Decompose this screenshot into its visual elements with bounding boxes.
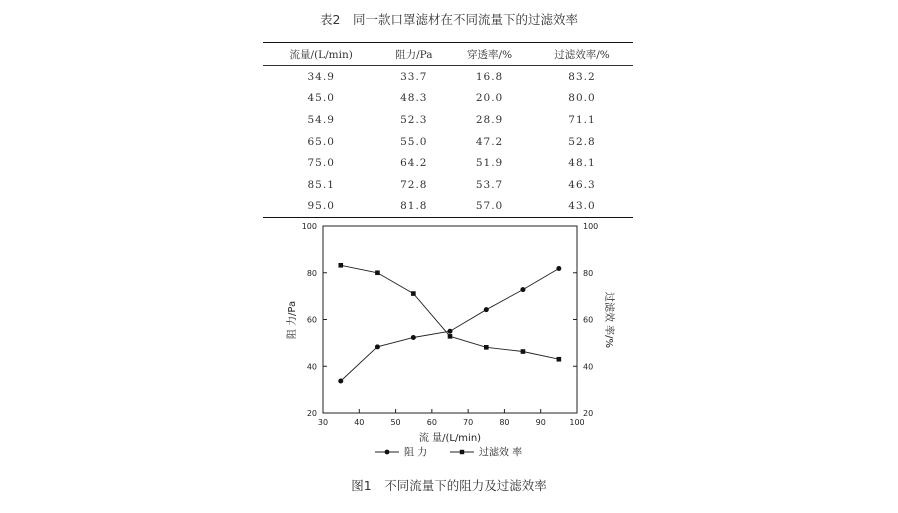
cell-resistance: 81.8 — [400, 200, 428, 213]
cell-flow: 34.9 — [307, 70, 335, 83]
x-tick-label: 50 — [390, 418, 401, 427]
cell-efficiency: 52.8 — [568, 135, 596, 148]
point-resistance — [448, 329, 453, 334]
point-efficiency — [557, 357, 562, 362]
header-penetration: 穿透率/% — [467, 48, 513, 61]
cell-efficiency: 48.1 — [568, 157, 596, 170]
y-tick-label-right: 80 — [583, 268, 594, 278]
plot-frame — [323, 226, 577, 413]
series-line-efficiency — [341, 265, 559, 359]
x-tick-label: 100 — [569, 418, 585, 427]
y-tick-label-right: 60 — [583, 315, 594, 325]
cell-efficiency: 71.1 — [568, 113, 596, 126]
legend-marker-resistance — [385, 450, 390, 455]
y-axis-label-left: 阻 力/Pa — [287, 300, 298, 340]
x-tick-label: 40 — [354, 418, 365, 427]
cell-flow: 45.0 — [307, 92, 335, 105]
point-resistance — [556, 266, 561, 271]
y-tick-label-left: 40 — [306, 362, 317, 372]
x-axis-label: 流 量/(L/min) — [418, 433, 482, 444]
legend-label-resistance: 阻 力 — [404, 447, 428, 459]
cell-resistance: 64.2 — [400, 157, 428, 170]
legend — [375, 446, 522, 459]
x-tick-label: 90 — [535, 418, 546, 427]
y-tick-label-right: 40 — [583, 362, 594, 372]
cell-flow: 65.0 — [307, 135, 335, 148]
cell-flow: 75.0 — [307, 157, 335, 170]
point-efficiency — [484, 345, 489, 350]
point-efficiency — [521, 349, 526, 354]
x-tick-label: 60 — [426, 418, 437, 427]
point-resistance — [520, 287, 525, 292]
cell-penetration: 28.9 — [475, 113, 504, 126]
point-efficiency — [448, 334, 453, 339]
legend-marker-efficiency — [460, 450, 464, 454]
cell-efficiency: 80.0 — [568, 92, 596, 105]
table-caption: 表2 同一款口罩滤材在不同流量下的过滤效率 — [320, 12, 578, 27]
cell-penetration: 51.9 — [475, 157, 504, 170]
y-axis-label-right: 过滤效 率/% — [603, 291, 614, 349]
point-resistance — [375, 344, 380, 349]
cell-penetration: 53.7 — [475, 178, 504, 191]
x-tick-label: 30 — [317, 418, 329, 427]
point-resistance — [338, 378, 343, 383]
header-efficiency: 过滤效率/% — [554, 48, 610, 61]
x-tick-label: 70 — [463, 418, 474, 427]
y-tick-label-right: 20 — [583, 409, 594, 418]
cell-resistance: 52.3 — [400, 113, 428, 126]
cell-efficiency: 43.0 — [568, 200, 596, 213]
point-resistance — [411, 335, 416, 340]
y-tick-label-left: 80 — [306, 268, 317, 278]
series-line-resistance — [341, 269, 559, 382]
cell-penetration: 20.0 — [475, 92, 504, 105]
cell-efficiency: 46.3 — [568, 178, 596, 191]
cell-penetration: 57.0 — [475, 200, 504, 213]
cell-flow: 54.9 — [307, 113, 335, 126]
point-efficiency — [411, 291, 416, 296]
point-efficiency — [338, 263, 343, 268]
point-efficiency — [375, 270, 380, 275]
legend-label-efficiency: 过滤效 率 — [479, 447, 523, 459]
header-resistance: 阻力/Pa — [395, 48, 433, 61]
y-tick-label-left: 60 — [306, 315, 317, 325]
cell-resistance: 48.3 — [400, 92, 428, 105]
cell-efficiency: 83.2 — [568, 70, 596, 83]
cell-flow: 85.1 — [307, 178, 335, 191]
point-resistance — [484, 307, 489, 312]
cell-penetration: 16.8 — [475, 70, 504, 83]
x-tick-label: 80 — [499, 418, 510, 427]
cell-resistance: 55.0 — [400, 135, 428, 148]
cell-flow: 95.0 — [307, 200, 335, 213]
cell-penetration: 47.2 — [475, 135, 504, 148]
cell-resistance: 72.8 — [400, 178, 428, 191]
y-tick-label-right: 100 — [583, 222, 599, 231]
figure-caption: 图1 不同流量下的阻力及过滤效率 — [351, 478, 547, 493]
header-flow: 流量/(L/min) — [289, 48, 353, 61]
cell-resistance: 33.7 — [400, 70, 428, 83]
y-tick-label-left: 20 — [306, 409, 317, 418]
y-tick-label-left: 100 — [301, 222, 317, 231]
